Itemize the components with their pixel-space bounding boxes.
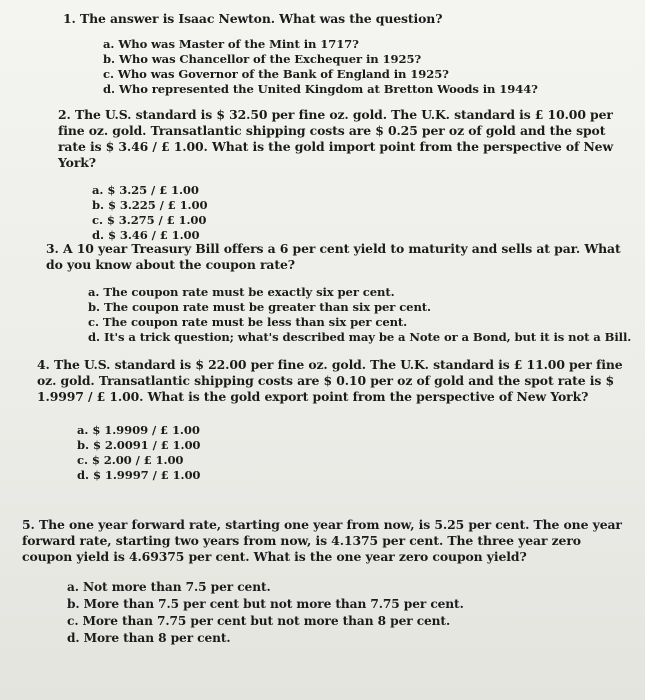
- question-5-text: The one year forward rate, starting one year from now, is 5.25 per cent. The one year forward rate, starting two years from now, is 4.1375 per cent. The three year zero coupon yield is 4.69375 per cent. What is the one year zero coupon yield?: [22, 517, 622, 564]
- question-1-text: The answer is Isaac Newton. What was the question?: [79, 11, 443, 26]
- question-1-number: 1.: [63, 11, 76, 26]
- question-4-option-b: b. $ 2.0091 / £ 1.00: [77, 438, 201, 452]
- question-5-option-b: b. More than 7.5 per cent but not more than 7.75 per cent.: [67, 597, 464, 611]
- question-4-option-d: d. $ 1.9997 / £ 1.00: [77, 468, 201, 482]
- question-2-option-b: b. $ 3.225 / £ 1.00: [92, 198, 208, 212]
- question-2-stem: [58, 107, 618, 171]
- question-1-option-c: c. Who was Governor of the Bank of England in 1925?: [103, 67, 449, 81]
- question-1-stem: [63, 11, 633, 27]
- question-5-option-c: c. More than 7.75 per cent but not more than 8 per cent.: [67, 614, 451, 628]
- question-2-options: [92, 183, 618, 243]
- question-5: [22, 517, 632, 647]
- question-3-text: A 10 year Treasury Bill offers a 6 per cent yield to maturity and sells at par. What do you know about the coupon rate?: [46, 241, 621, 272]
- question-1-option-d: d. Who represented the United Kingdom at Bretton Woods in 1944?: [103, 82, 538, 96]
- question-2-option-a: a. $ 3.25 / £ 1.00: [92, 183, 199, 197]
- question-4-option-a: a. $ 1.9909 / £ 1.00: [77, 423, 200, 437]
- question-2-text: The U.S. standard is $ 32.50 per fine oz. gold. The U.K. standard is £ 10.00 per fine oz. gold. Transatlantic shipping costs are $ 0.25 per oz of gold and the spot rate is $ 3.46 / £ 1.00. What is the gold import point from the perspective of New York?: [58, 107, 614, 170]
- question-4-stem: [37, 357, 627, 405]
- question-4-option-c: c. $ 2.00 / £ 1.00: [77, 453, 184, 467]
- question-3-number: 3.: [46, 241, 59, 256]
- question-3-option-c: c. The coupon rate must be less than six per cent.: [88, 315, 408, 329]
- question-4-text: The U.S. standard is $ 22.00 per fine oz. gold. The U.K. standard is £ 11.00 per fine oz. gold. Transatlantic shipping costs are $ 0.10 per oz of gold and the spot rate is $ 1.9997 / £ 1.00. What is the gold export point from the perspective of New York?: [37, 357, 623, 404]
- question-3: [46, 241, 632, 345]
- question-5-option-a: a. Not more than 7.5 per cent.: [67, 580, 271, 594]
- question-4-number: 4.: [37, 357, 50, 372]
- question-5-options: [67, 579, 632, 647]
- question-4-options: [77, 423, 627, 483]
- question-3-options: [88, 285, 632, 345]
- question-3-stem: [46, 241, 621, 273]
- question-1-options: [103, 37, 633, 97]
- question-3-option-d: d. It's a trick question; what's described may be a Note or a Bond, but it is not a Bill.: [88, 330, 632, 344]
- question-2-option-c: c. $ 3.275 / £ 1.00: [92, 213, 207, 227]
- question-3-option-a: a. The coupon rate must be exactly six per cent.: [88, 285, 395, 299]
- question-1: [63, 11, 633, 97]
- question-1-option-b: b. Who was Chancellor of the Exchequer in 1925?: [103, 52, 422, 66]
- question-2-option-d: d. $ 3.46 / £ 1.00: [92, 228, 200, 242]
- question-2: [58, 107, 618, 243]
- question-4: [37, 357, 627, 483]
- question-1-option-a: a. Who was Master of the Mint in 1717?: [103, 37, 359, 51]
- question-5-option-d: d. More than 8 per cent.: [67, 631, 231, 645]
- question-5-stem: [22, 517, 632, 565]
- question-3-option-b: b. The coupon rate must be greater than six per cent.: [88, 300, 431, 314]
- question-2-number: 2.: [58, 107, 71, 122]
- question-5-number: 5.: [22, 517, 35, 532]
